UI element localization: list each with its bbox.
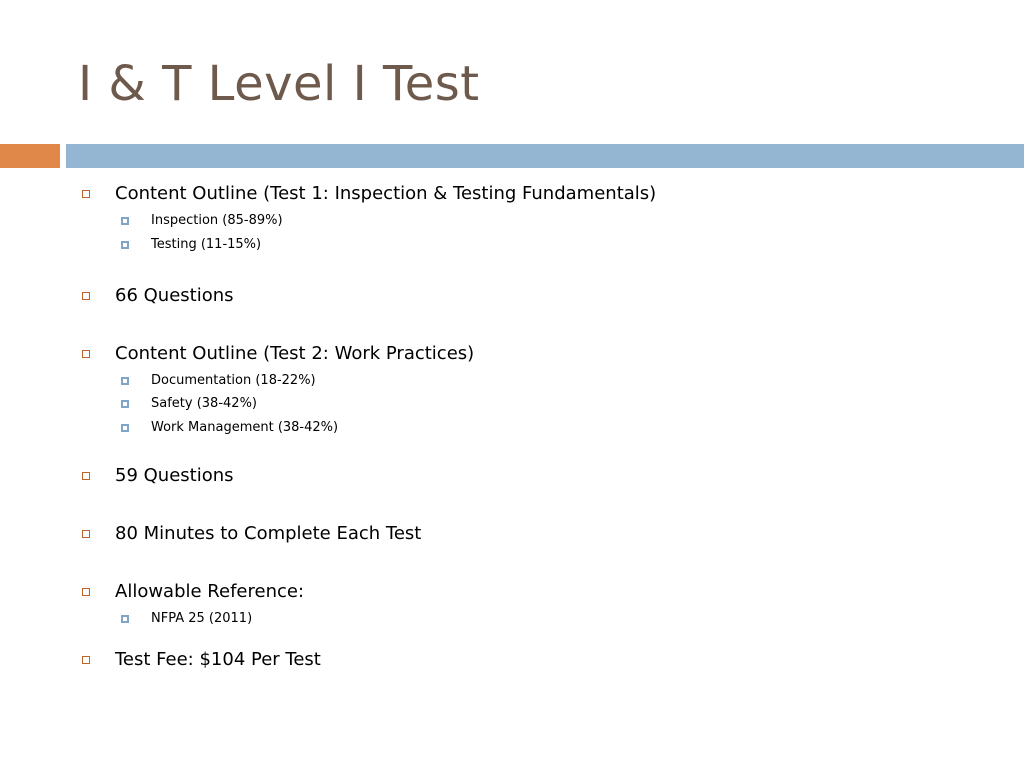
square-bullet-icon (82, 472, 90, 480)
bullet-text: Test Fee: $104 Per Test (115, 649, 321, 670)
sub-bullet-text: Testing (11-15%) (151, 237, 262, 252)
square-bullet-icon (82, 530, 90, 538)
bullet-text: Content Outline (Test 1: Inspection & Testing Fundamentals) (115, 183, 657, 204)
filled-square-bullet-icon (121, 241, 129, 249)
filled-square-bullet-icon (121, 615, 129, 623)
filled-square-bullet-icon (121, 424, 129, 432)
bullet-text: Allowable Reference: (115, 581, 305, 602)
bullet-text: 66 Questions (115, 285, 234, 306)
title-accent-bar (0, 144, 60, 168)
filled-square-bullet-icon (121, 217, 129, 225)
filled-square-bullet-icon (121, 400, 129, 408)
sub-bullet-text: Safety (38-42%) (151, 396, 257, 411)
bullet-text: 59 Questions (115, 465, 234, 486)
square-bullet-icon (82, 588, 90, 596)
sub-bullet-text: Documentation (18-22%) (151, 373, 316, 388)
square-bullet-icon (82, 190, 90, 198)
square-bullet-icon (82, 656, 90, 664)
square-bullet-icon (82, 350, 90, 358)
title-divider-bar (66, 144, 1024, 168)
slide-title: I & T Level I Test (78, 56, 480, 112)
square-bullet-icon (82, 292, 90, 300)
bullet-text: 80 Minutes to Complete Each Test (115, 523, 422, 544)
filled-square-bullet-icon (121, 377, 129, 385)
sub-bullet-text: NFPA 25 (2011) (151, 611, 253, 626)
bullet-text: Content Outline (Test 2: Work Practices) (115, 343, 475, 364)
sub-bullet-text: Inspection (85-89%) (151, 213, 283, 228)
sub-bullet-text: Work Management (38-42%) (151, 420, 339, 435)
